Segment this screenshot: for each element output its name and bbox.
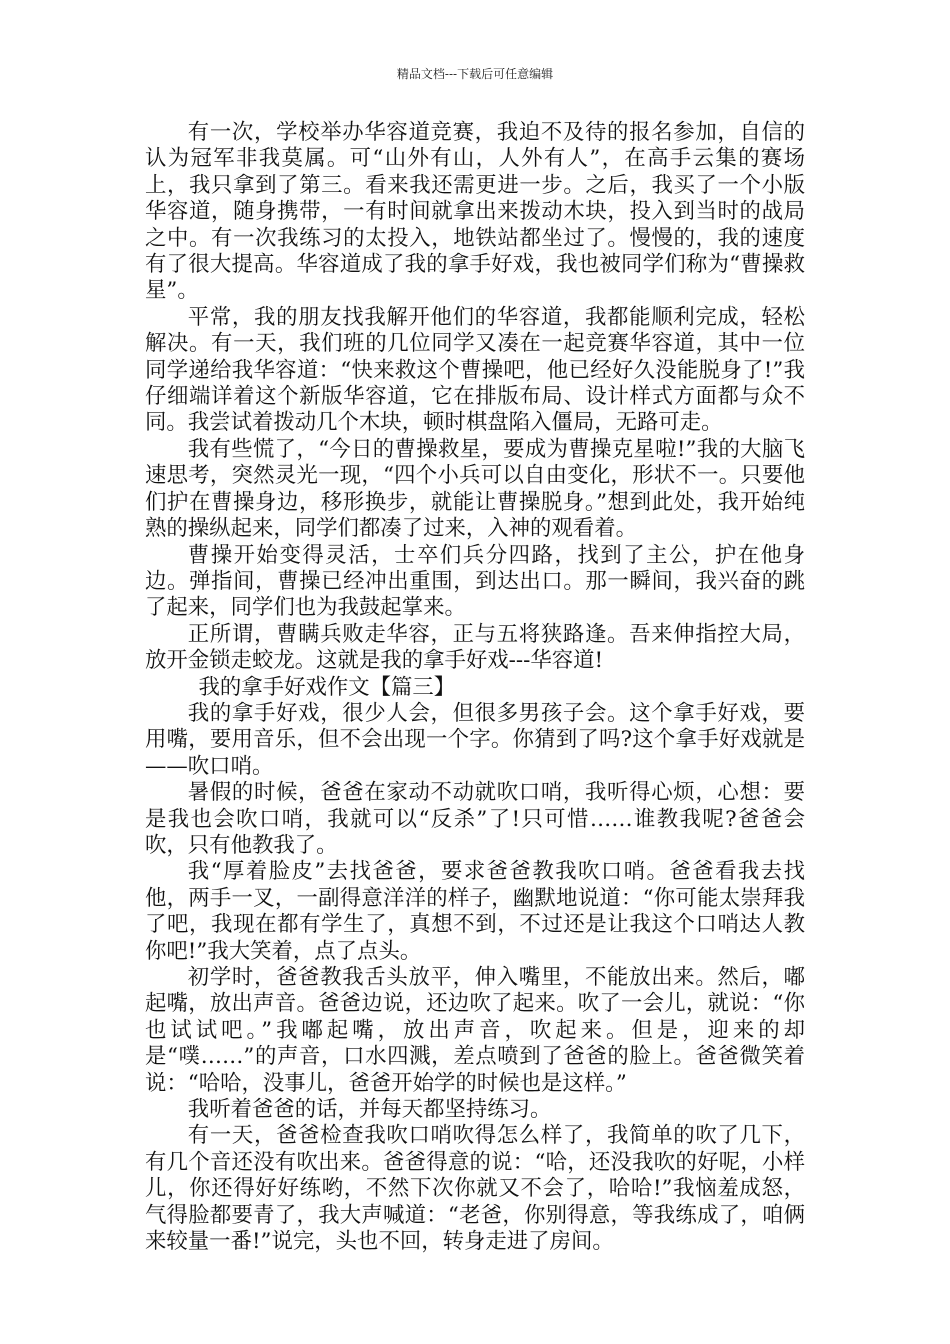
paragraph-9: 我“厚着脸皮”去找爸爸，要求爸爸教我吹口哨。爸爸看我去找他，两手一叉，一副得意洋洋的样子，幽默地说道：“你可能太崇拜我了吧，我现在都有学生了，真想不到，不过还是让我这个口哨达人教你吧!”我大笑着，点了点头。 xyxy=(145,859,805,964)
paragraph-10: 初学时，爸爸教我舌头放平，伸入嘴里，不能放出来。然后，嘟起嘴，放出声音。爸爸边说，还边吹了起来。吹了一会儿，就说：“你也试试吧。”我嘟起嘴，放出声音，吹起来。但是，迎来的却是“噗……”的声音，口水四溅，差点喷到了爸爸的脸上。爸爸微笑着说：“哈哈，没事儿，爸爸开始学的时候也是这样。” xyxy=(145,965,805,1096)
paragraph-4: 曹操开始变得灵活，士卒们兵分四路，找到了主公，护在他身边。弹指间，曹操已经冲出重围，到达出口。那一瞬间，我兴奋的跳了起来，同学们也为我鼓起掌来。 xyxy=(145,542,805,621)
paragraph-12: 有一天，爸爸检查我吹口哨吹得怎么样了，我简单的吹了几下，有几个音还没有吹出来。爸爸得意的说：“哈，还没我吹的好呢，小样儿，你还得好好练哟，不然下次你就又不会了，哈哈!”我恼羞成怒，气得脸都要青了，我大声喊道：“老爸，你别得意，等我练成了，咱俩来较量一番!”说完，头也不回，转身走进了房间。 xyxy=(145,1123,805,1255)
section-heading: 我的拿手好戏作文【篇三】 xyxy=(198,674,456,700)
page-header: 精品文档---下载后可任意编辑 xyxy=(396,67,554,81)
paragraph-11: 我听着爸爸的话，并每天都坚持练习。 xyxy=(187,1097,552,1123)
paragraph-7: 我的拿手好戏，很少人会，但很多男孩子会。这个拿手好戏，要用嘴，要用音乐，但不会出现一个字。你猜到了吗?这个拿手好戏就是——吹口哨。 xyxy=(145,700,805,779)
paragraph-5: 正所谓，曹瞒兵败走华容，正与五将狭路逢。吾来伸指控大局，放开金锁走蛟龙。这就是我的拿手好戏---华容道! xyxy=(145,621,805,674)
paragraph-3: 我有些慌了，“今日的曹操救星，要成为曹操克星啦!”我的大脑飞速思考，突然灵光一现，“四个小兵可以自由变化，形状不一。只要他们护在曹操身边，移形换步，就能让曹操脱身。”想到此处，我开始纯熟的操纵起来，同学们都凑了过来，入神的观看着。 xyxy=(145,436,805,542)
paragraph-1: 有一次，学校举办华容道竞赛，我迫不及待的报名参加，自信的认为冠军非我莫属。可“山外有山，人外有人”，在高手云集的赛场上，我只拿到了第三。看来我还需更进一步。之后，我买了一个小版华容道，随身携带，一有时间就拿出来拨动木块，投入到当时的战局之中。有一次我练习的太投入，地铁站都坐过了。慢慢的，我的速度有了很大提高。华容道成了我的拿手好戏，我也被同学们称为“曹操救星”。 xyxy=(145,120,805,304)
document-body xyxy=(145,120,805,1255)
paragraph-2: 平常，我的朋友找我解开他们的华容道，我都能顺利完成，轻松解决。有一天，我们班的几位同学又凑在一起竞赛华容道，其中一位同学递给我华容道：“快来救这个曹操吧，他已经好久没能脱身了!”我仔细端详着这个新版华容道，它在排版布局、设计样式方面都与众不同。我尝试着拨动几个木块，顿时棋盘陷入僵局，无路可走。 xyxy=(145,304,805,436)
paragraph-8: 暑假的时候，爸爸在家动不动就吹口哨，我听得心烦，心想：要是我也会吹口哨，我就可以“反杀”了!只可惜……谁教我呢?爸爸会吹，只有他教我了。 xyxy=(145,780,805,858)
